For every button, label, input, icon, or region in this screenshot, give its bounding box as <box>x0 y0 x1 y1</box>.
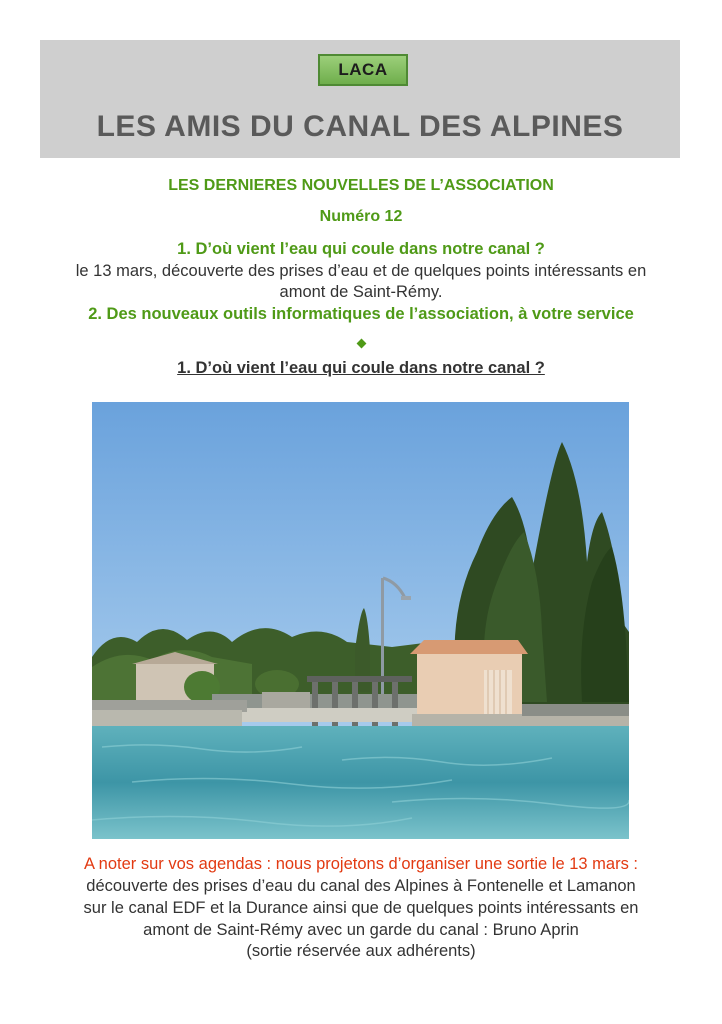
diamond-icon <box>356 339 366 349</box>
laca-logo: LACA <box>318 54 408 86</box>
toc-item-1-desc-line2: amont de Saint-Rémy. <box>279 283 443 301</box>
notice-line-2: découverte des prises d’eau du canal des Alpines à Fontenelle et Lamanon <box>86 877 636 895</box>
canal-photo <box>92 402 629 839</box>
issue-number: Numéro 12 <box>319 208 403 225</box>
notice-line-4: amont de Saint-Rémy avec un garde du canal : Bruno Aprin <box>143 921 579 939</box>
banner-title: LES AMIS DU CANAL DES ALPINES <box>96 110 624 143</box>
toc-item-2-title: 2. Des nouveaux outils informatiques de l’association, à votre service <box>88 305 634 323</box>
header-banner <box>40 40 680 158</box>
newsletter-heading: LES DERNIERES NOUVELLES DE L’ASSOCIATION <box>168 177 554 194</box>
toc-item-1-desc-line1: le 13 mars, découverte des prises d’eau et de quelques points intéressants en <box>75 262 647 280</box>
notice-line-1: A noter sur vos agendas : nous projetons d’organiser une sortie le 13 mars : <box>84 855 638 873</box>
notice-line-3: sur le canal EDF et la Durance ainsi que de quelques points intéressants en <box>83 899 639 917</box>
separator-diamond <box>0 333 722 352</box>
notice-line-5: (sortie réservée aux adhérents) <box>246 942 476 960</box>
toc-item-1-title: 1. D’où vient l’eau qui coule dans notre canal ? <box>177 240 545 258</box>
section-1-title: 1. D’où vient l’eau qui coule dans notre canal ? <box>177 359 545 377</box>
